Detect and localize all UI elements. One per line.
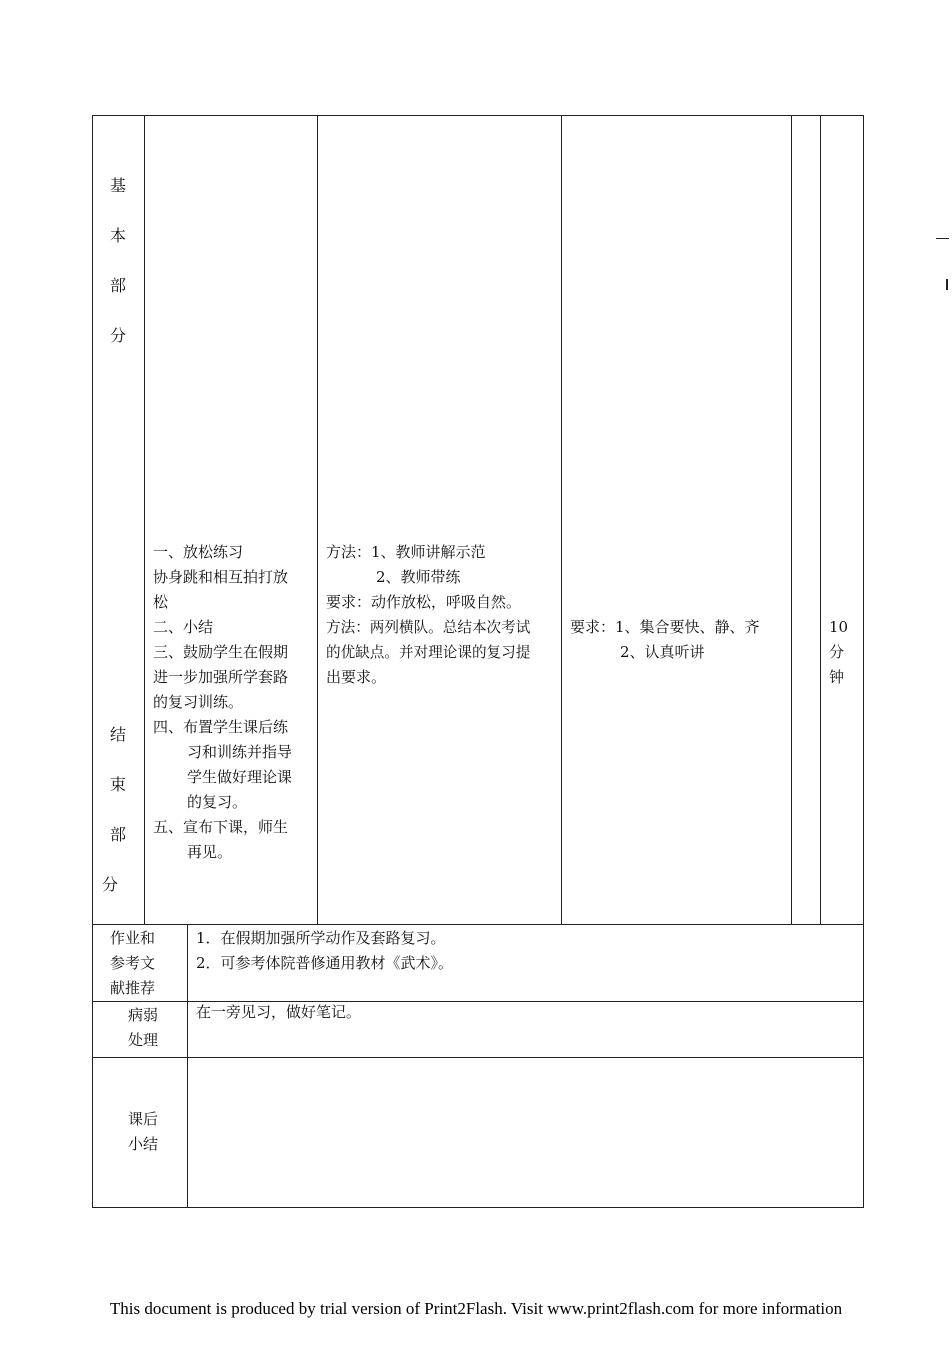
student-line: 要求：1、集合要快、静、齐: [570, 618, 760, 636]
method-line: 方法：1、教师讲解示范: [326, 543, 486, 561]
label-char: 部: [110, 276, 127, 295]
content-line: 五、宣布下课，师生: [153, 818, 289, 836]
content-line: 二、小结: [153, 618, 214, 636]
summary-label-line: 课后: [128, 1110, 159, 1128]
method-line: 的优缺点。并对理论课的复习提: [326, 644, 531, 661]
homework-content-line: 1．在假期加强所学动作及套路复习。: [196, 929, 446, 947]
table-left-border: [92, 115, 93, 1208]
margin-mark: [936, 238, 949, 239]
method-line: 方法：两列横队。总结本次考试: [326, 619, 531, 636]
column-divider: [820, 115, 821, 925]
time-line: 分: [829, 643, 845, 661]
summary-label-line: 小结: [128, 1135, 159, 1153]
student-line: 2、认真听讲: [620, 643, 705, 661]
table-bottom-border: [92, 1207, 864, 1208]
trial-footer-notice: This document is produced by trial version of Print2Flash. Visit www.print2flash.com for more information: [109, 1299, 843, 1318]
label-char: 部: [110, 825, 127, 844]
time-line: 10: [829, 618, 849, 636]
sick-label-line: 病弱: [128, 1006, 159, 1024]
column-divider: [187, 924, 188, 1208]
homework-content-line: 2．可参考体院普修通用教材《武术》。: [196, 954, 454, 972]
content-line: 一、放松练习: [153, 543, 244, 561]
label-char: 分: [110, 326, 127, 345]
method-line: 2、教师带练: [376, 568, 461, 586]
column-divider: [791, 115, 792, 925]
label-char: 本: [110, 226, 127, 245]
content-line: 再见。: [187, 843, 233, 861]
method-line: 出要求。: [326, 668, 387, 686]
content-line: 习和训练并指导: [187, 743, 293, 761]
homework-label-line: 作业和: [110, 929, 156, 947]
homework-label-line: 参考文: [110, 954, 156, 972]
content-line: 的复习训练。: [153, 693, 244, 711]
content-line: 松: [153, 593, 169, 611]
label-char: 基: [110, 176, 127, 195]
margin-mark: [946, 279, 948, 290]
label-char: 分: [102, 875, 119, 894]
column-divider: [144, 115, 145, 925]
row-divider: [92, 924, 864, 925]
content-line: 的复习。: [187, 793, 248, 811]
homework-label-line: 献推荐: [110, 979, 156, 997]
column-divider: [317, 115, 318, 925]
content-line: 四、布置学生课后练: [153, 718, 289, 736]
label-char: 束: [110, 775, 127, 794]
table-top-border: [92, 115, 864, 116]
label-char: 结: [110, 725, 127, 744]
sick-content: 在一旁见习，做好笔记。: [196, 1003, 362, 1021]
content-line: 三、鼓励学生在假期: [153, 643, 289, 661]
content-line: 学生做好理论课: [187, 768, 293, 786]
sick-label-line: 处理: [128, 1031, 159, 1049]
content-line: 进一步加强所学套路: [153, 668, 289, 686]
table-right-border: [863, 115, 864, 1208]
time-line: 钟: [829, 668, 845, 686]
method-line: 要求：动作放松，呼吸自然。: [326, 593, 522, 611]
content-line: 协身跳和相互拍打放: [153, 568, 289, 586]
column-divider: [561, 115, 562, 925]
row-divider: [92, 1057, 864, 1058]
